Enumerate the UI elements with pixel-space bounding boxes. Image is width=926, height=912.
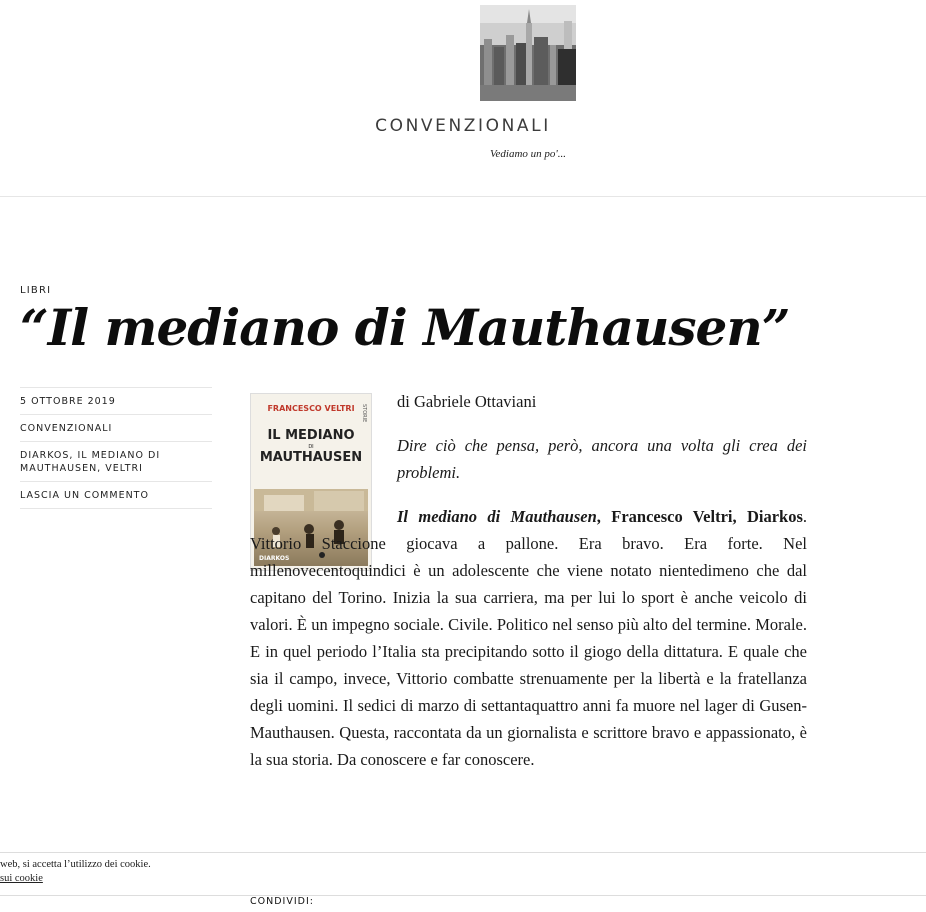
- book-author-publisher: , Francesco Veltri, Diarkos: [596, 507, 803, 526]
- city-skyline-icon: [480, 5, 576, 101]
- book-title: Il mediano di Mauthausen: [397, 507, 597, 526]
- body-text: . Vittorio Staccione giocava a pallone. Era bravo. Era forte. Nel millenovecentoquindici è un adolescente che viene notato nientedimeno che dal capitano del Torino. Inizia la sua carriera, ma per lui lo sport è anche veicolo di valori. È un impegno sociale. Civile. Politico nel senso più alto del termine. Morale. E in quel periodo l’Italia sta precipitando sotto il giogo della dittatura. E quale che sia il campo, invece, Vittorio combatte strenuamente per la libertà e la fratellanza degli uomini. Il sedici di marzo di settantaquattro anni fa muore nel lager di Gusen-Mauthausen. Questa, raccontata da un giornalista e scrittore bravo e appassionato, è la sua storia. Da conoscere e far conoscere.: [250, 507, 807, 769]
- cover-series: STORIE: [361, 404, 367, 423]
- cookie-text: web, si accetta l’utilizzo dei cookie.: [0, 859, 151, 870]
- share-label: CONDIVIDI:: [250, 896, 314, 907]
- site-tagline: Vediamo un po'...: [490, 148, 566, 160]
- site-header: [0, 0, 926, 197]
- post-tags-link[interactable]: DIARKOS, IL MEDIANO DI MAUTHAUSEN, VELTRI: [20, 442, 212, 482]
- post-title: “Il mediano di Mauthausen”: [20, 298, 790, 357]
- post-date-link[interactable]: 5 OTTOBRE 2019: [20, 388, 212, 415]
- post-body: [250, 503, 807, 773]
- post-content: [250, 388, 807, 790]
- cover-title-line1: IL MEDIANO: [267, 428, 355, 443]
- cover-title-line2: MAUTHAUSEN: [259, 450, 363, 465]
- site-title[interactable]: CONVENZIONALI: [375, 116, 551, 136]
- cover-title-di: DI: [308, 444, 314, 450]
- cover-author: FRANCESCO VELTRI: [267, 404, 355, 413]
- post-author-link[interactable]: CONVENZIONALI: [20, 415, 212, 442]
- post-byline: di Gabriele Ottaviani: [397, 392, 537, 411]
- post-quote: Dire ciò che pensa, però, ancora una volta gli crea dei problemi.: [397, 436, 807, 482]
- leave-comment-link[interactable]: LASCIA UN COMMENTO: [20, 482, 212, 509]
- cover-publisher: DIARKOS: [259, 555, 290, 562]
- post-category-link[interactable]: LIBRI: [20, 285, 52, 296]
- cookie-info-link[interactable]: sui cookie: [0, 873, 43, 884]
- post-meta: [20, 387, 212, 509]
- cookie-banner: [0, 852, 926, 896]
- site-logo-image[interactable]: [480, 5, 576, 101]
